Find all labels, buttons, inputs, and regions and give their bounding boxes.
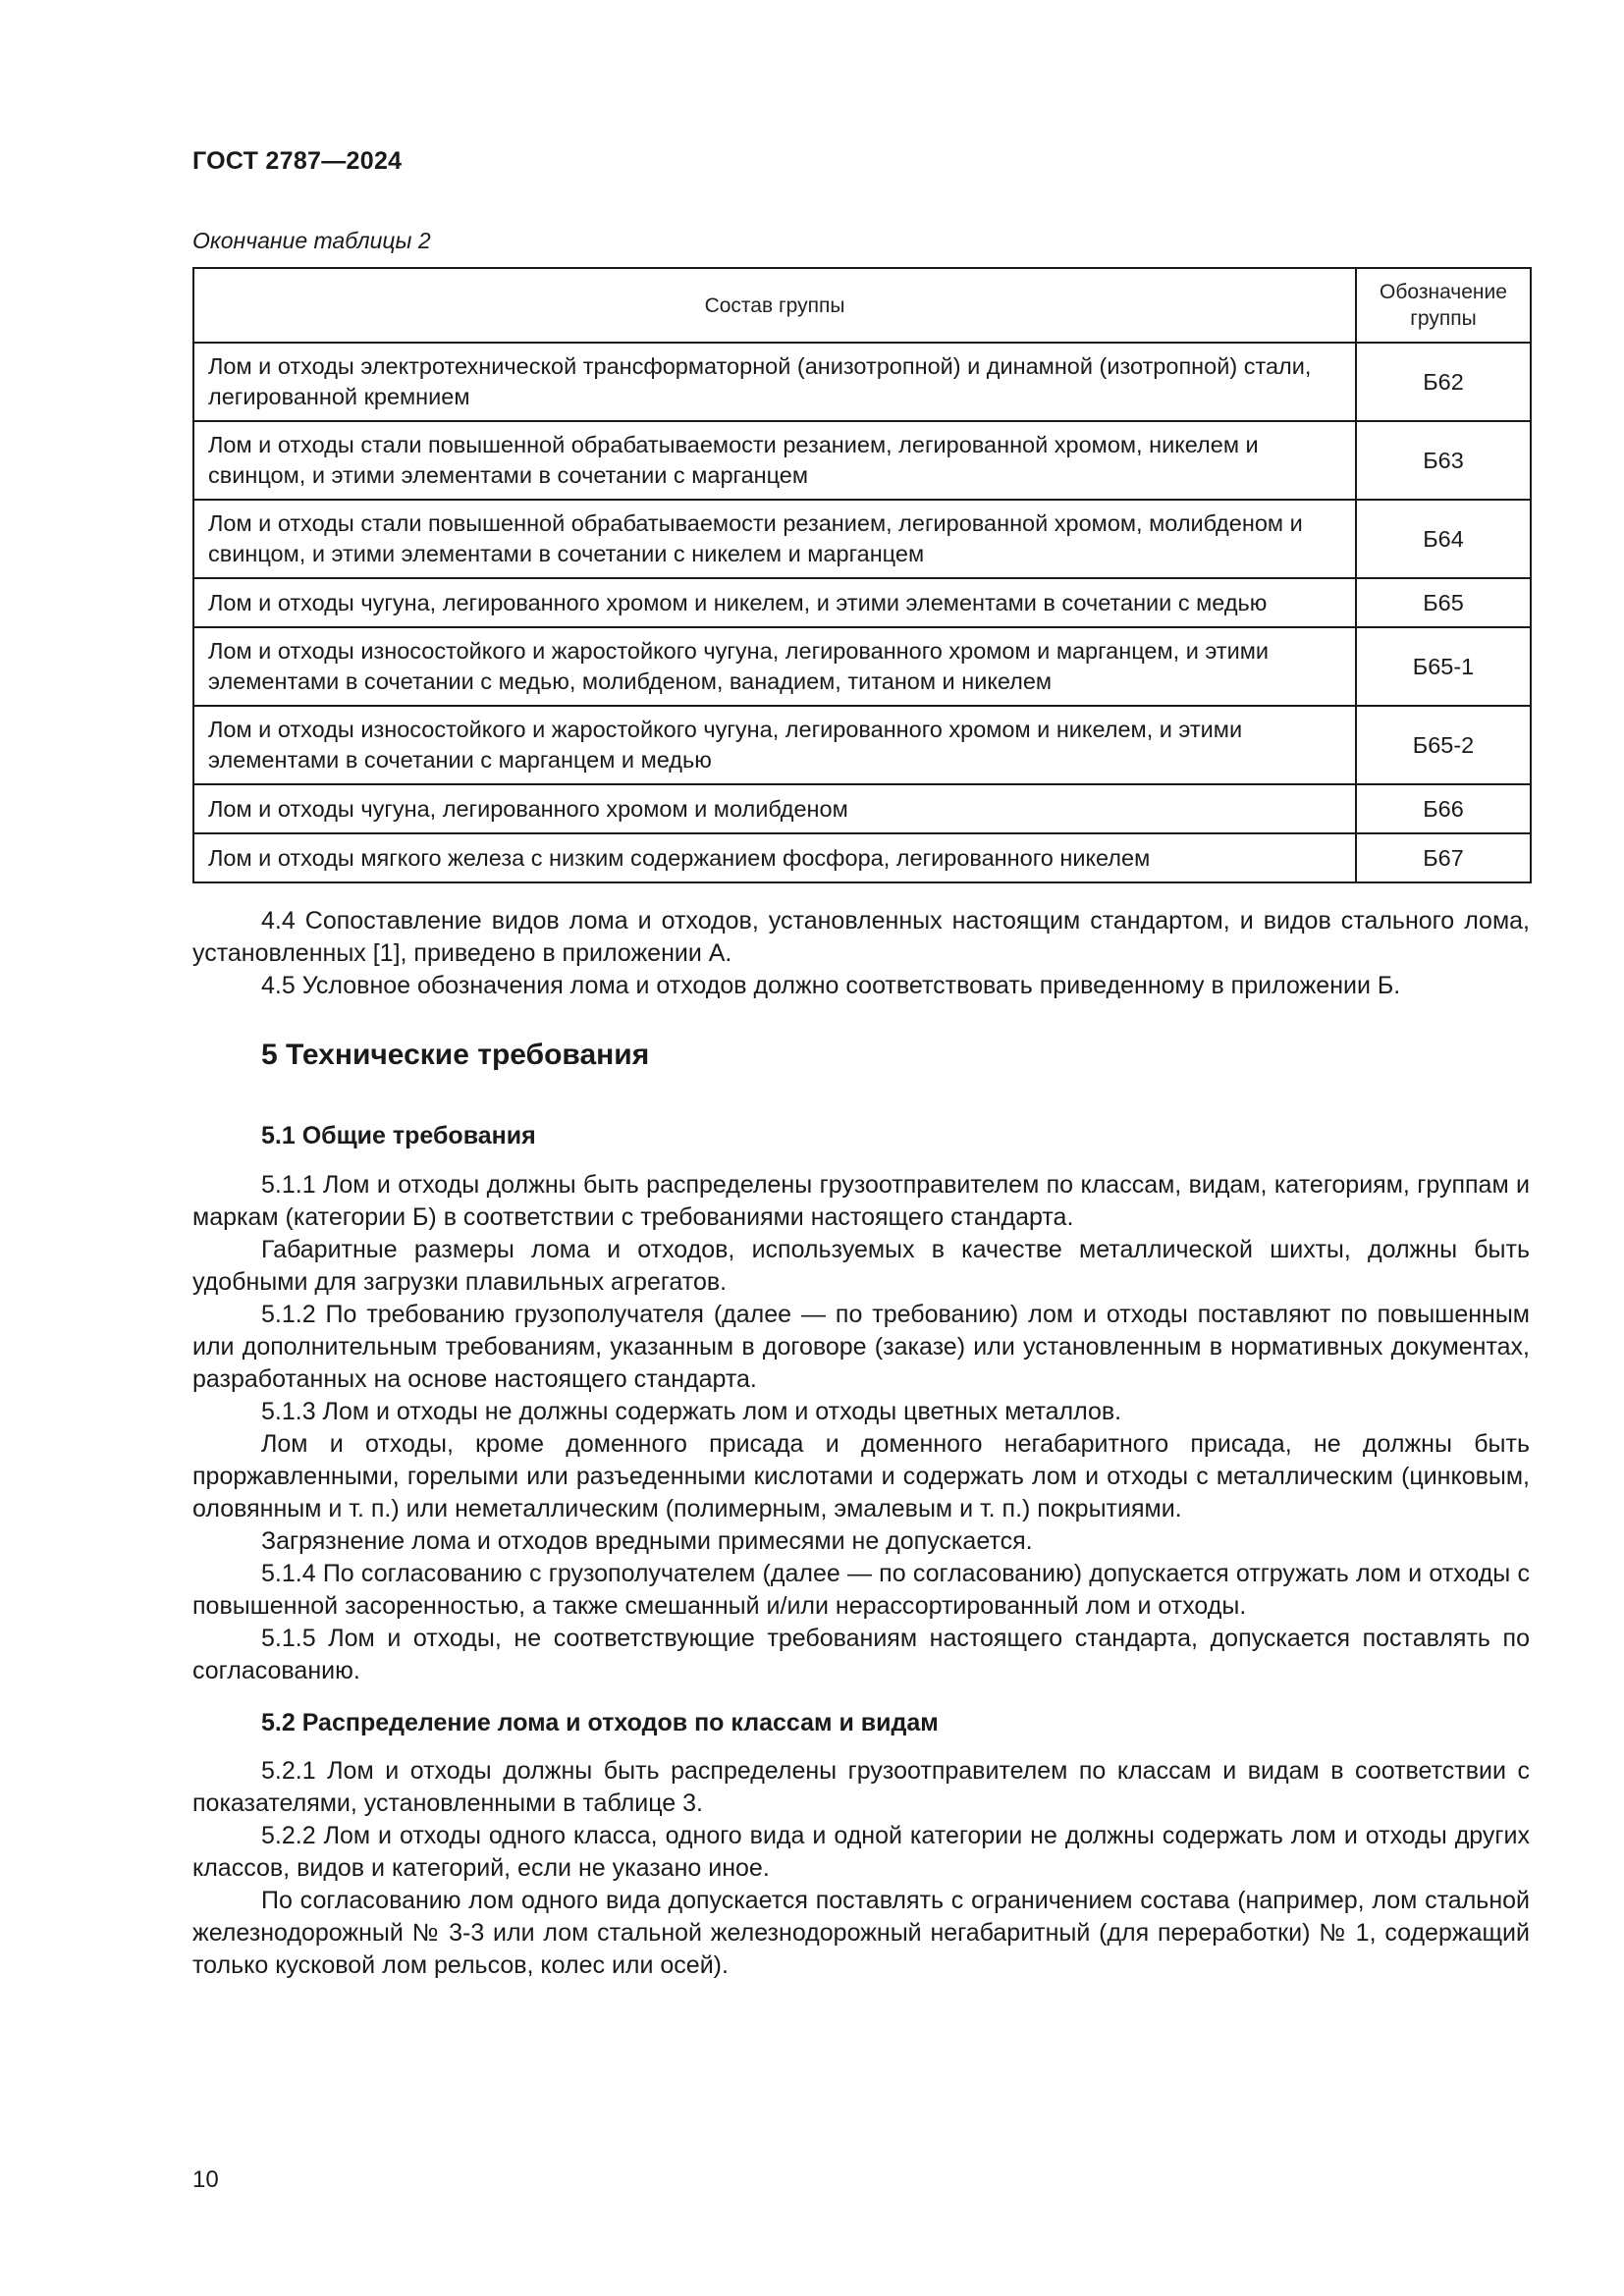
paragraph-5-1-5: 5.1.5 Лом и отходы, не соответствующие требованиям настоящего стандарта, допускается поставлять по согласованию. — [192, 1625, 1530, 1684]
row-composition: Лом и отходы чугуна, легированного хромом и никелем, и этими элементами в сочетании с медью — [193, 578, 1356, 627]
row-code: Б64 — [1356, 500, 1531, 578]
table-row — [193, 833, 1531, 882]
row-code: Б67 — [1356, 833, 1531, 882]
paragraph-coatings: Лом и отходы, кроме доменного присада и доменного негабаритного присада, не должны быть проржавленными, горелыми или разъеденными кислотами и содержать лом и отходы с металлическим (цинковым, оловянным и т. п.) или неметаллическим (полимерным, эмалевым и т. п.) покрытиями. — [192, 1430, 1530, 1522]
row-code: Б65-2 — [1356, 706, 1531, 784]
paragraph-5-1-3: 5.1.3 Лом и отходы не должны содержать лом и отходы цветных металлов. — [261, 1398, 1122, 1425]
document-code: ГОСТ 2787—2024 — [192, 147, 403, 175]
paragraph-5-1-4: 5.1.4 По согласованию с грузополучателем (далее — по согласованию) допускается отгружать лом и отходы с повышенной засоренностью, а также смешанный и/или нерассортированный лом и отходы. — [192, 1560, 1530, 1620]
row-composition: Лом и отходы износостойкого и жаростойкого чугуна, легированного хромом и никелем, и этими элементами в сочетании с марганцем и медью — [193, 706, 1356, 784]
paragraph-5-1-1: 5.1.1 Лом и отходы должны быть распределены грузоотправителем по классам, видам, категориям, группам и маркам (категории Б) в соответствии с требованиями настоящего стандарта. — [192, 1171, 1530, 1231]
row-composition: Лом и отходы электротехнической трансформаторной (анизотропной) и динамной (изотропной) стали, легированной кремнием — [193, 343, 1356, 421]
table-row — [193, 578, 1531, 627]
row-composition: Лом и отходы стали повышенной обрабатываемости резанием, легированной хромом, никелем и свинцом, и этими элементами в сочетании с марганцем — [193, 421, 1356, 500]
table-caption: Окончание таблицы 2 — [192, 228, 431, 253]
table-row — [193, 706, 1531, 784]
row-composition: Лом и отходы мягкого железа с низким содержанием фосфора, легированного никелем — [193, 833, 1356, 882]
row-code: Б63 — [1356, 421, 1531, 500]
section-5-2-heading: 5.2 Распределение лома и отходов по классам и видам — [261, 1709, 939, 1736]
row-composition: Лом и отходы стали повышенной обрабатываемости резанием, легированной хромом, молибденом и свинцом, и этими элементами в сочетании с никелем и марганцем — [193, 500, 1356, 578]
paragraph-impurities: Загрязнение лома и отходов вредными примесями не допускается. — [261, 1527, 1033, 1555]
row-code: Б65 — [1356, 578, 1531, 627]
section-5-1-body — [192, 1169, 1530, 1687]
column-header-code: Обозначение группы — [1356, 268, 1531, 343]
paragraph-5-2-2: 5.2.2 Лом и отходы одного класса, одного вида и одной категории не должны содержать лом и отходы других классов, видов и категорий, если не указано иное. — [192, 1822, 1530, 1882]
paragraph-restriction: По согласованию лом одного вида допускается поставлять с ограничением состава (например, лом стальной железнодорожный № 3-3 или лом стальной железнодорожный негабаритный (для переработки) № 1, содержащий только кусковой лом рельсов, колес или осей). — [192, 1887, 1530, 1979]
paragraphs-after-table — [192, 905, 1530, 1002]
row-code: Б66 — [1356, 784, 1531, 833]
column-header-composition: Состав группы — [193, 268, 1356, 343]
row-code: Б65-1 — [1356, 627, 1531, 706]
table-row — [193, 500, 1531, 578]
row-composition: Лом и отходы износостойкого и жаростойкого чугуна, легированного хромом и марганцем, и этими элементами в сочетании с медью, молибденом, ванадием, титаном и никелем — [193, 627, 1356, 706]
paragraph-4-4: 4.4 Сопоставление видов лома и отходов, установленных настоящим стандартом, и видов стального лома, установленных [1], приведено в приложении А. — [192, 907, 1530, 967]
paragraph-4-5: 4.5 Условное обозначения лома и отходов должно соответствовать приведенному в приложении Б. — [261, 972, 1401, 999]
row-composition: Лом и отходы чугуна, легированного хромом и молибденом — [193, 784, 1356, 833]
table-row — [193, 784, 1531, 833]
page-number: 10 — [192, 2166, 219, 2193]
groups-table — [192, 267, 1532, 883]
paragraph-dimensions: Габаритные размеры лома и отходов, используемых в качестве металлической шихты, должны быть удобными для загрузки плавильных агрегатов. — [192, 1236, 1530, 1296]
section-5-2-body — [192, 1755, 1530, 1982]
table-row — [193, 421, 1531, 500]
paragraph-5-2-1: 5.2.1 Лом и отходы должны быть распределены грузоотправителем по классам и видам в соответствии с показателями, установленными в таблице 3. — [192, 1757, 1530, 1817]
section-5-heading: 5 Технические требования — [261, 1039, 650, 1071]
row-code: Б62 — [1356, 343, 1531, 421]
table-row — [193, 343, 1531, 421]
table-header-row — [193, 268, 1531, 343]
paragraph-5-1-2: 5.1.2 По требованию грузополучателя (далее — по требованию) лом и отходы поставляют по повышенным или дополнительным требованиям, указанным в договоре (заказе) или установленным в нормативных документах, разработанных на основе настоящего стандарта. — [192, 1301, 1530, 1393]
table-row — [193, 627, 1531, 706]
section-5-1-heading: 5.1 Общие требования — [261, 1122, 536, 1149]
